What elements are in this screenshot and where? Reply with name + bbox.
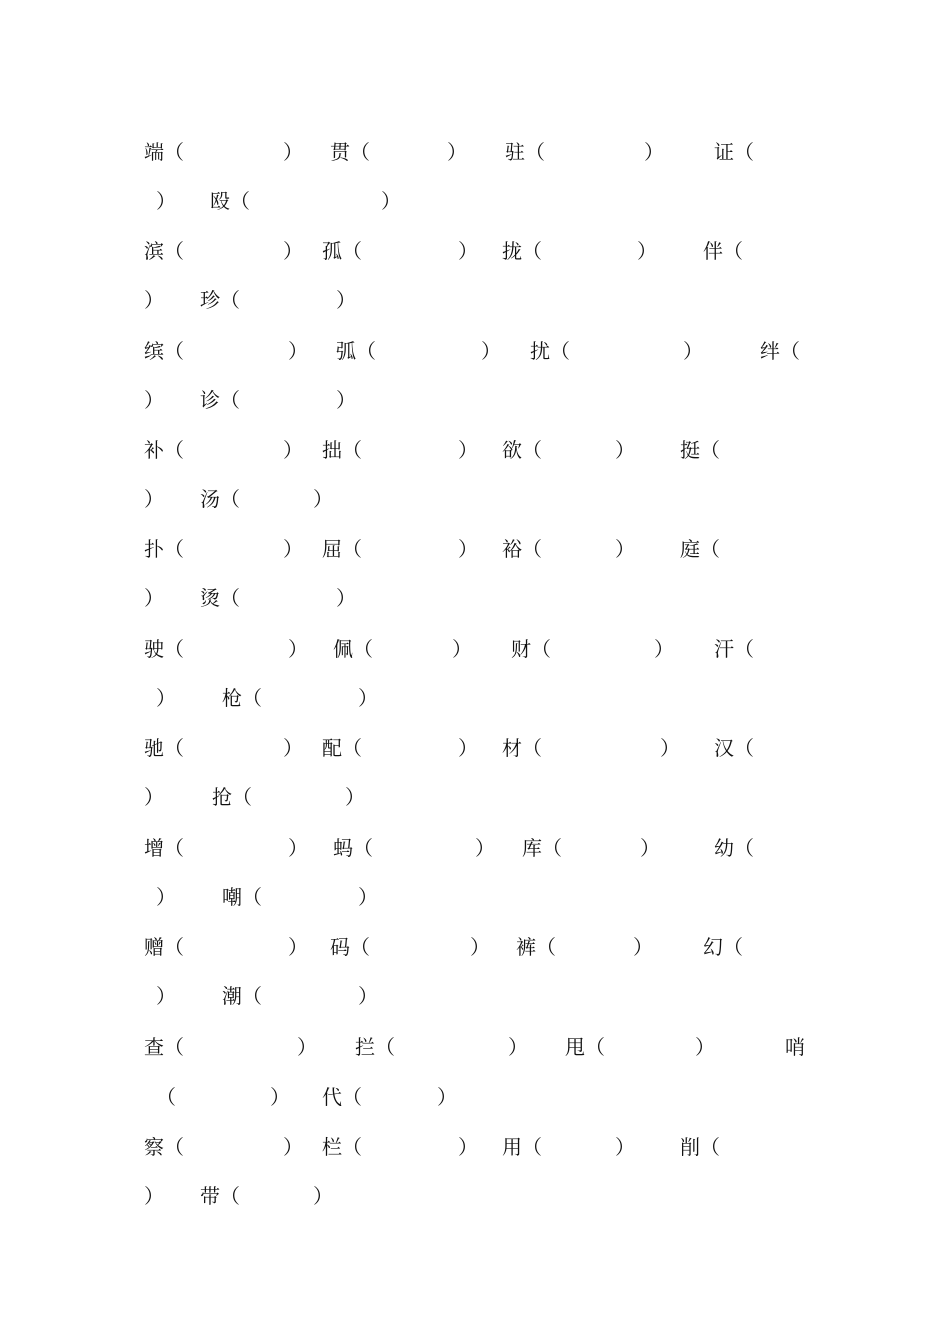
worksheet-line	[0, 583, 950, 613]
worksheet-line	[0, 882, 950, 912]
worksheet-line	[0, 683, 950, 713]
character-with-blank: 枪（	[222, 686, 262, 710]
closing-paren: ）	[637, 239, 657, 263]
worksheet-line	[0, 336, 950, 366]
character-with-blank: 扑（	[144, 537, 184, 561]
worksheet-line	[0, 137, 950, 167]
closing-paren: ）	[381, 189, 401, 213]
character-with-blank: 幻（	[703, 935, 743, 959]
character-with-blank: 汤（	[200, 487, 240, 511]
character-with-blank: 赠（	[144, 935, 184, 959]
closing-paren: ）	[156, 686, 176, 710]
character-with-blank: 佩（	[333, 637, 373, 661]
character-with-blank: 查（	[144, 1035, 184, 1059]
character-with-blank: 驻（	[505, 140, 545, 164]
closing-paren: ）	[283, 537, 303, 561]
closing-paren: ）	[358, 885, 378, 909]
character-with-blank: 财（	[511, 637, 551, 661]
character-with-blank: 汉（	[714, 736, 754, 760]
character-with-blank: 滨（	[144, 239, 184, 263]
closing-paren: ）	[644, 140, 664, 164]
character-with-blank: 绊（	[760, 339, 800, 363]
character-with-blank: 码（	[330, 935, 370, 959]
character-with-blank: 幼（	[714, 836, 754, 860]
worksheet-line	[0, 782, 950, 812]
closing-paren: ）	[288, 935, 308, 959]
character-with-blank: 扰（	[530, 339, 570, 363]
character-with-blank: 证（	[714, 140, 754, 164]
character-with-blank: 甩（	[565, 1035, 605, 1059]
closing-paren: ）	[345, 785, 365, 809]
closing-paren: ）	[633, 935, 653, 959]
closing-paren: ）	[615, 438, 635, 462]
character-with-blank: 裤（	[516, 935, 556, 959]
closing-paren: ）	[144, 388, 164, 412]
character-with-blank: 殴（	[210, 189, 250, 213]
character-with-blank: 栏（	[322, 1135, 362, 1159]
character-with-blank: 哨	[785, 1035, 805, 1059]
closing-paren: ）	[144, 1184, 164, 1208]
closing-paren: ）	[270, 1085, 290, 1109]
character-with-blank: 库（	[522, 836, 562, 860]
closing-paren: ）	[313, 1184, 333, 1208]
character-with-blank: 潮（	[222, 984, 262, 1008]
worksheet-line	[0, 186, 950, 216]
character-with-blank: 抢（	[212, 785, 252, 809]
closing-paren: ）	[156, 189, 176, 213]
closing-paren: ）	[144, 785, 164, 809]
character-with-blank: 蚂（	[333, 836, 373, 860]
closing-paren: ）	[470, 935, 490, 959]
character-with-blank: 用（	[502, 1135, 542, 1159]
closing-paren: ）	[660, 736, 680, 760]
closing-paren: ）	[144, 586, 164, 610]
worksheet-line	[0, 385, 950, 415]
closing-paren: ）	[288, 836, 308, 860]
character-with-blank: 驰（	[144, 736, 184, 760]
closing-paren: ）	[283, 438, 303, 462]
closing-paren: ）	[615, 537, 635, 561]
closing-paren: ）	[615, 1135, 635, 1159]
closing-paren: ）	[144, 487, 164, 511]
closing-paren: ）	[283, 239, 303, 263]
character-with-blank: 弧（	[336, 339, 376, 363]
closing-paren: ）	[313, 487, 333, 511]
character-with-blank: 配（	[322, 736, 362, 760]
closing-paren: ）	[144, 288, 164, 312]
closing-paren: ）	[288, 339, 308, 363]
worksheet-line	[0, 733, 950, 763]
worksheet-line	[0, 981, 950, 1011]
closing-paren: ）	[481, 339, 501, 363]
character-with-blank: 察（	[144, 1135, 184, 1159]
character-with-blank: 裕（	[502, 537, 542, 561]
closing-paren: ）	[475, 836, 495, 860]
closing-paren: ）	[156, 885, 176, 909]
worksheet-line	[0, 484, 950, 514]
closing-paren: ）	[458, 239, 478, 263]
closing-paren: ）	[156, 984, 176, 1008]
character-with-blank: 珍（	[200, 288, 240, 312]
closing-paren: ）	[283, 736, 303, 760]
closing-paren: ）	[358, 984, 378, 1008]
closing-paren: ）	[358, 686, 378, 710]
closing-paren: ）	[283, 140, 303, 164]
closing-paren: ）	[458, 537, 478, 561]
closing-paren: ）	[336, 388, 356, 412]
worksheet-line	[0, 1132, 950, 1162]
character-with-blank: 诊（	[200, 388, 240, 412]
character-with-blank: 补（	[144, 438, 184, 462]
character-with-blank: 代（	[322, 1085, 362, 1109]
worksheet-line	[0, 1082, 950, 1112]
character-with-blank: 贯（	[330, 140, 370, 164]
closing-paren: ）	[283, 1135, 303, 1159]
worksheet-line	[0, 1181, 950, 1211]
worksheet-line	[0, 285, 950, 315]
character-with-blank: 带（	[200, 1184, 240, 1208]
closing-paren: ）	[297, 1035, 317, 1059]
character-with-blank: 庭（	[680, 537, 720, 561]
closing-paren: ）	[336, 586, 356, 610]
worksheet-line	[0, 932, 950, 962]
character-with-blank: 拢（	[502, 239, 542, 263]
worksheet-line	[0, 1032, 950, 1062]
closing-paren: ）	[695, 1035, 715, 1059]
character-with-blank: 烫（	[200, 586, 240, 610]
closing-paren: ）	[640, 836, 660, 860]
worksheet-line	[0, 634, 950, 664]
character-with-blank: 伴（	[703, 239, 743, 263]
character-with-blank: 驶（	[144, 637, 184, 661]
character-with-blank: 拦（	[355, 1035, 395, 1059]
closing-paren: ）	[447, 140, 467, 164]
worksheet-line	[0, 435, 950, 465]
character-with-blank: 拙（	[322, 438, 362, 462]
closing-paren: ）	[288, 637, 308, 661]
character-with-blank: 汗（	[714, 637, 754, 661]
worksheet-line	[0, 534, 950, 564]
character-with-blank: 端（	[144, 140, 184, 164]
worksheet-line	[0, 833, 950, 863]
closing-paren: ）	[336, 288, 356, 312]
character-with-blank: 嘲（	[222, 885, 262, 909]
closing-paren: ）	[458, 438, 478, 462]
closing-paren: ）	[508, 1035, 528, 1059]
closing-paren: ）	[437, 1085, 457, 1109]
character-with-blank: 缤（	[144, 339, 184, 363]
closing-paren: ）	[654, 637, 674, 661]
character-with-blank: 屈（	[322, 537, 362, 561]
closing-paren: ）	[458, 1135, 478, 1159]
closing-paren: ）	[458, 736, 478, 760]
character-with-blank: （	[156, 1085, 176, 1109]
character-with-blank: 增（	[144, 836, 184, 860]
worksheet-line	[0, 236, 950, 266]
character-with-blank: 挺（	[680, 438, 720, 462]
character-with-blank: 材（	[502, 736, 542, 760]
character-with-blank: 孤（	[322, 239, 362, 263]
closing-paren: ）	[683, 339, 703, 363]
character-with-blank: 欲（	[502, 438, 542, 462]
character-with-blank: 削（	[680, 1135, 720, 1159]
closing-paren: ）	[452, 637, 472, 661]
